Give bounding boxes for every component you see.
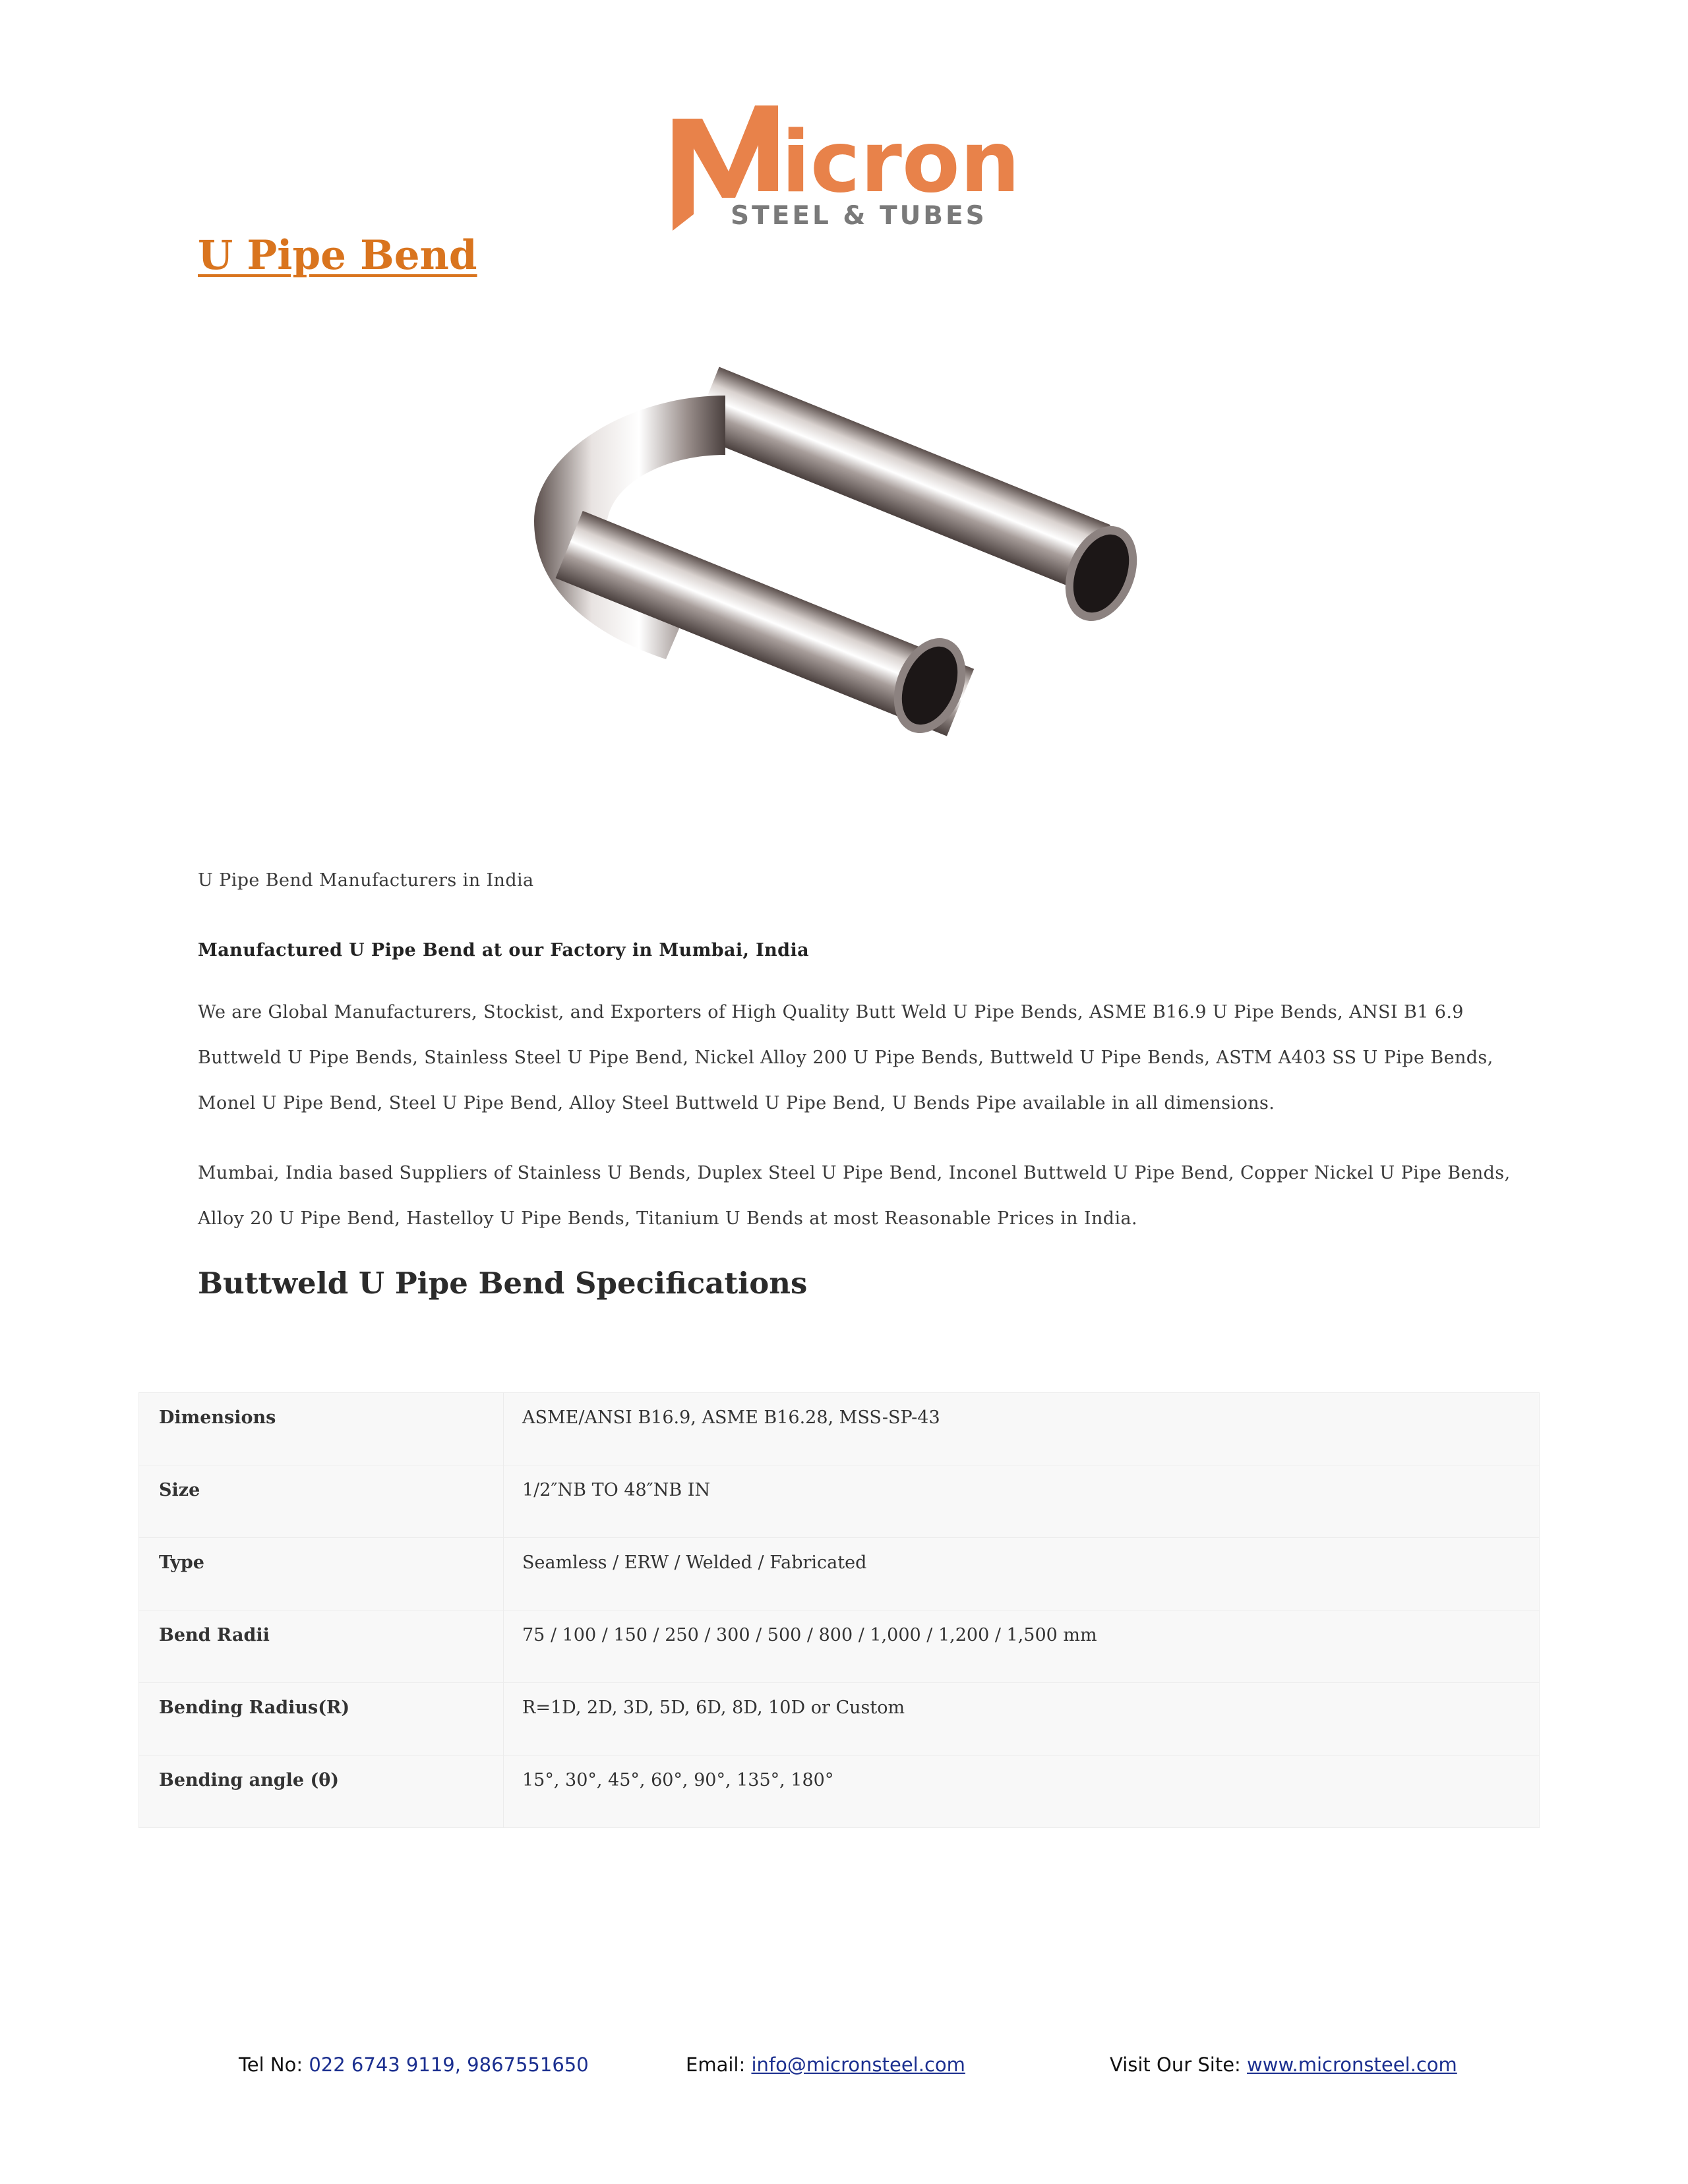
spec-label: Type [139, 1538, 504, 1610]
table-row [139, 1683, 1540, 1756]
specs-table [138, 1392, 1540, 1828]
tel-label: Tel No: [239, 2053, 309, 2076]
u-pipe-bend-image [508, 349, 1180, 758]
spec-value: Seamless / ERW / Welded / Fabricated [504, 1538, 1540, 1610]
intro-para2-line1: Mumbai, India based Suppliers of Stainless U Bends, Duplex Steel U Pipe Bend, Inconel Buttweld U Pipe Bend, Copper Nickel U Pipe Bends, [198, 1163, 1511, 1183]
spec-label: Bending angle (θ) [139, 1756, 504, 1828]
spec-value: 1/2″NB TO 48″NB IN [504, 1465, 1540, 1538]
footer-email [686, 2053, 965, 2076]
page-title: U Pipe Bend [198, 232, 477, 279]
spec-label: Bend Radii [139, 1610, 504, 1683]
table-row [139, 1756, 1540, 1828]
spec-value: ASME/ANSI B16.9, ASME B16.28, MSS-SP-43 [504, 1393, 1540, 1465]
email-link[interactable]: info@micronsteel.com [751, 2053, 965, 2076]
site-label: Visit Our Site: [1110, 2053, 1248, 2076]
logo-tagline: STEEL & TUBES [731, 201, 987, 231]
intro-heading: Manufactured U Pipe Bend at our Factory in Mumbai, India [198, 940, 809, 960]
intro-line: U Pipe Bend Manufacturers in India [198, 870, 534, 891]
spec-label: Dimensions [139, 1393, 504, 1465]
email-label: Email: [686, 2053, 752, 2076]
spec-value: 15°, 30°, 45°, 60°, 90°, 135°, 180° [504, 1756, 1540, 1828]
spec-value: 75 / 100 / 150 / 250 / 300 / 500 / 800 / 1,000 / 1,200 / 1,500 mm [504, 1610, 1540, 1683]
tel-value: 022 6743 9119, 9867551650 [309, 2053, 589, 2076]
table-row [139, 1465, 1540, 1538]
table-row [139, 1393, 1540, 1465]
intro-para1-line3: Monel U Pipe Bend, Steel U Pipe Bend, Alloy Steel Buttweld U Pipe Bend, U Bends Pipe available in all dimensions. [198, 1093, 1275, 1113]
table-row [139, 1538, 1540, 1610]
site-link[interactable]: www.micronsteel.com [1247, 2053, 1457, 2076]
spec-value: R=1D, 2D, 3D, 5D, 6D, 8D, 10D or Custom [504, 1683, 1540, 1756]
spec-label: Size [139, 1465, 504, 1538]
spec-label: Bending Radius(R) [139, 1683, 504, 1756]
footer-site [1110, 2053, 1457, 2076]
logo-brand: icron [781, 113, 1020, 212]
intro-para2-line2: Alloy 20 U Pipe Bend, Hastelloy U Pipe Bends, Titanium U Bends at most Reasonable Prices in India. [198, 1208, 1137, 1229]
intro-para1-line1: We are Global Manufacturers, Stockist, and Exporters of High Quality Butt Weld U Pipe Bends, ASME B16.9 U Pipe Bends, ANSI B1 6.9 [198, 1002, 1464, 1022]
intro-para1-line2: Buttweld U Pipe Bends, Stainless Steel U Pipe Bend, Nickel Alloy 200 U Pipe Bends, Buttweld U Pipe Bends, ASTM A403 SS U Pipe Bends, [198, 1048, 1493, 1068]
micron-logo [666, 99, 1035, 237]
specs-heading: Buttweld U Pipe Bend Specifications [198, 1266, 808, 1301]
footer-tel [239, 2053, 589, 2076]
table-row [139, 1610, 1540, 1683]
